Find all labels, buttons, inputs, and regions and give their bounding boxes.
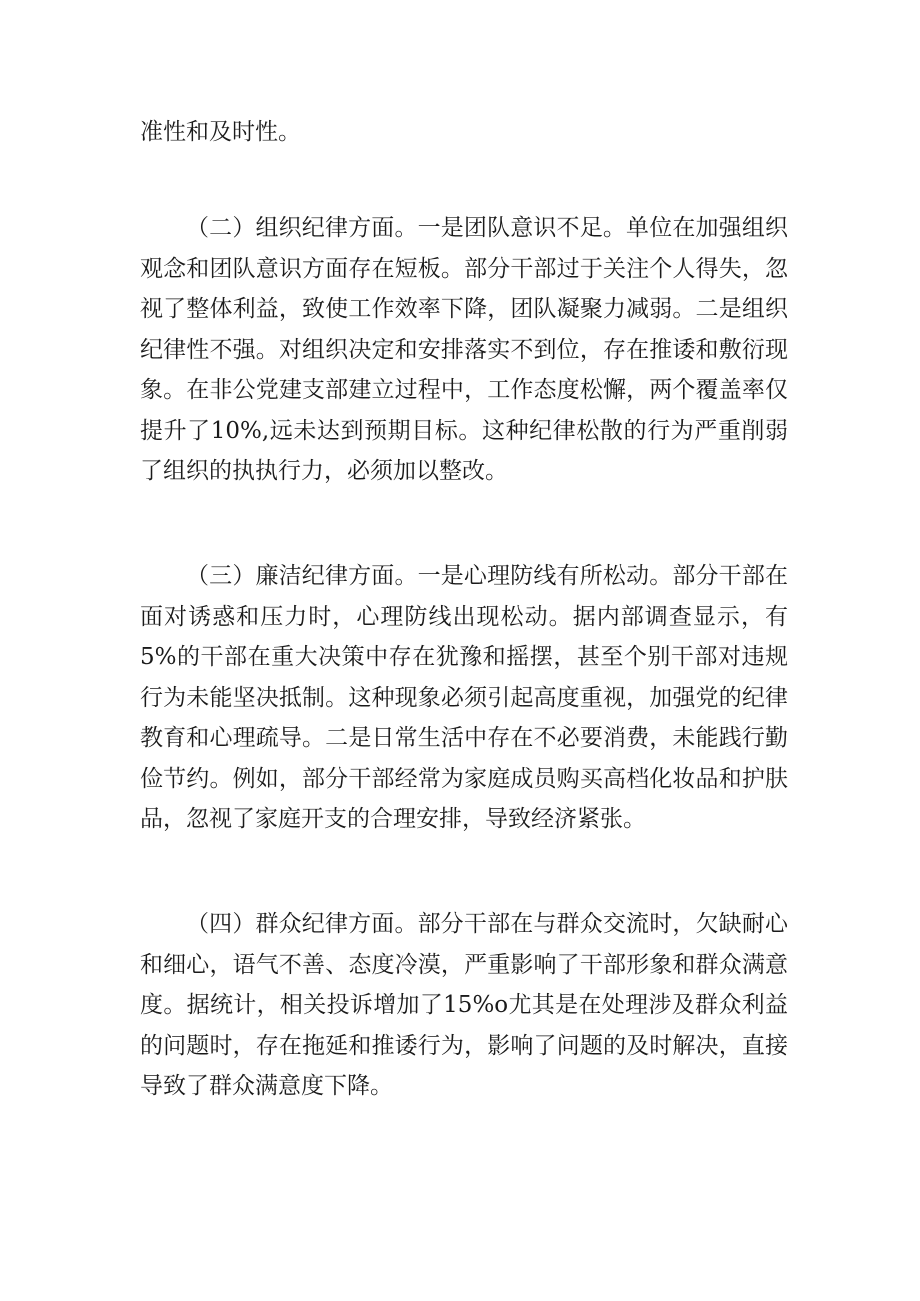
paragraph-continuation: 准性和及时性。 <box>140 119 301 145</box>
paragraph-integrity-discipline: （三）廉洁纪律方面。一是心理防线有所松动。部分干部在面对诱惑和压力时，心理防线出现松动。据内部调查显示，有5%的干部在重大决策中存在犹豫和摇摆，甚至个别干部对违规行为未能坚决抵制。这种现象必须引起高度重视，加强党的纪律教育和心理疏导。二是日常生活中存在不必要消费，未能践行勤俭节约。例如，部分干部经常为家庭成员购买高档化妆品和护肤品，忽视了家庭开支的合理安排，导致经济紧张。 <box>140 563 788 832</box>
paragraph-organizational-discipline: （二）组织纪律方面。一是团队意识不足。单位在加强组织观念和团队意识方面存在短板。部分干部过于关注个人得失，忽视了整体利益，致使工作效率下降，团队凝聚力减弱。二是组织纪律性不强。对组织决定和安排落实不到位，存在推诿和敷衍现象。在非公党建支部建立过程中，工作态度松懈，两个覆盖率仅提升了10%,远未达到预期目标。这种纪律松散的行为严重削弱了组织的执执行力，必须加以整改。 <box>140 215 788 484</box>
paragraph-public-discipline: （四）群众纪律方面。部分干部在与群众交流时，欠缺耐心和细心，语气不善、态度冷漠，严重影响了干部形象和群众满意度。据统计，相关投诉增加了15%o尤其是在处理涉及群众利益的问题时，存在拖延和推诿行为，影响了问题的及时解决，直接导致了群众满意度下降。 <box>140 911 788 1099</box>
